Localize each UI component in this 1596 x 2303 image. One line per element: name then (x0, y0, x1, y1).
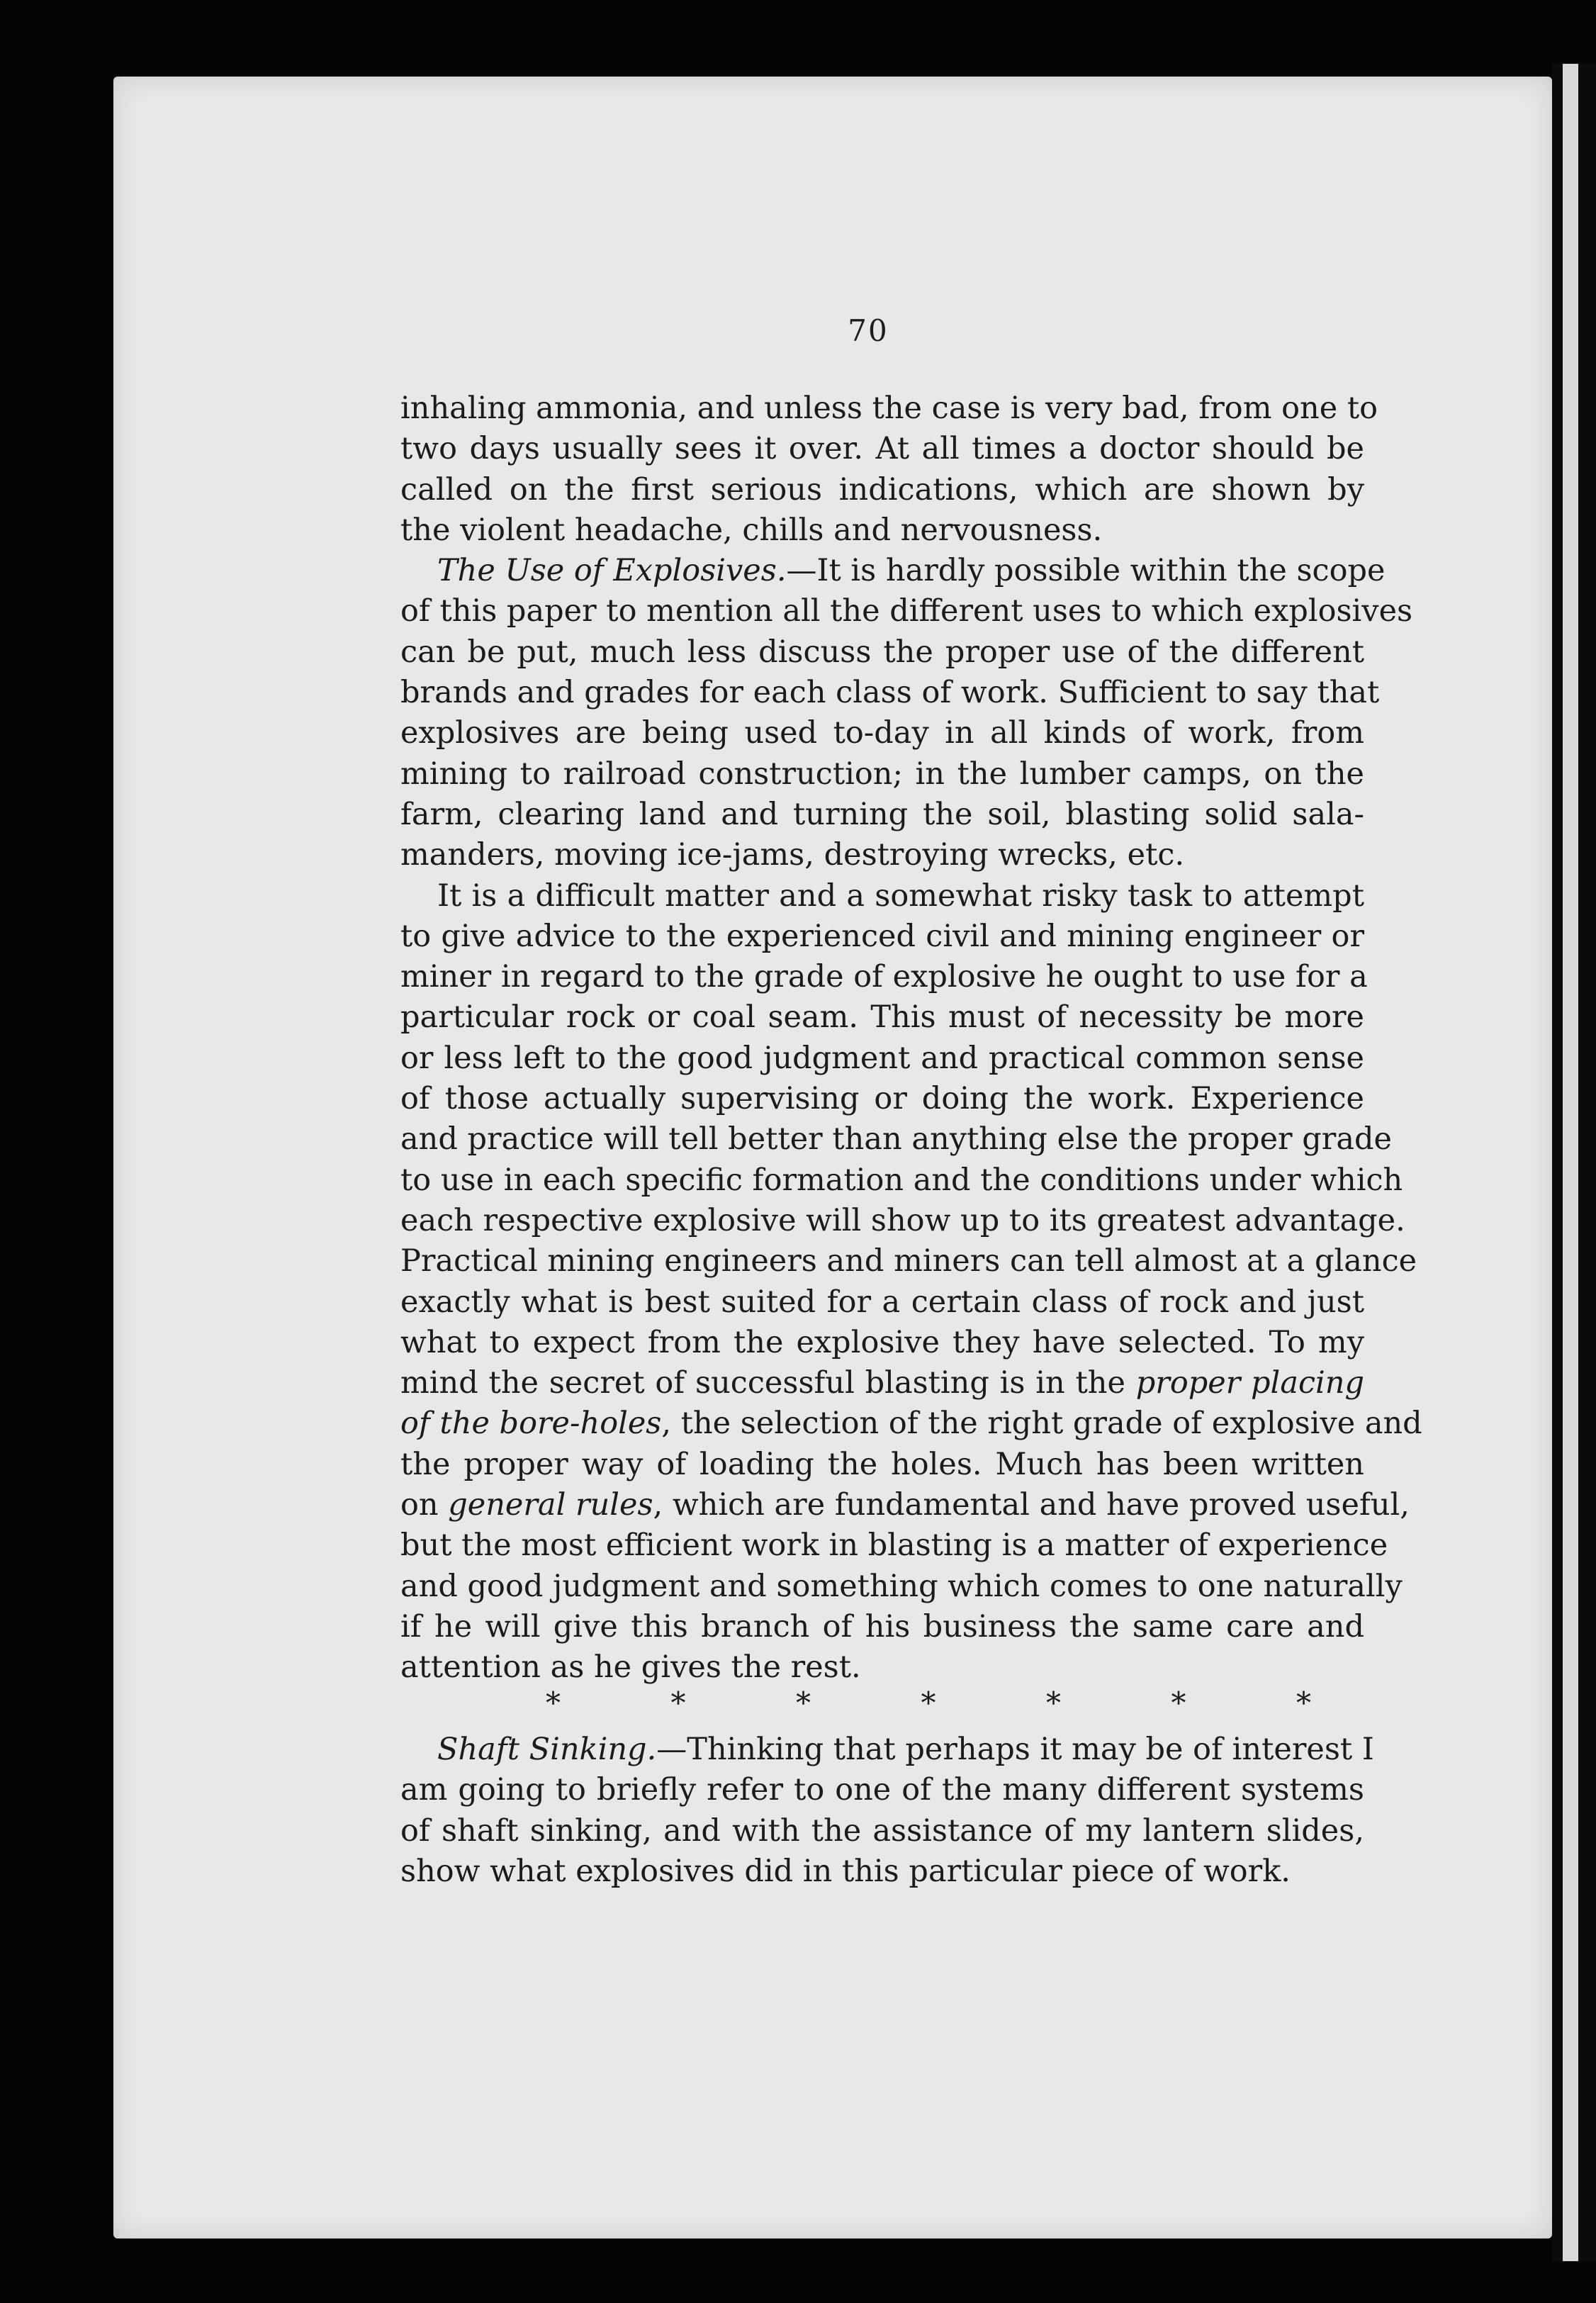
text-segment: on (400, 1487, 449, 1523)
text-line: two days usually sees it over. At all times a doctor should be (400, 431, 1364, 467)
section-heading-line (400, 1730, 1374, 1770)
separator-asterisk: * (796, 1686, 811, 1720)
section-heading-line (400, 551, 1386, 591)
separator-asterisk: * (921, 1686, 936, 1720)
text-line (400, 1485, 1410, 1525)
text-line (400, 1363, 1364, 1403)
text-line: am going to briefly refer to one of the many different systems (400, 1772, 1364, 1808)
text-line: attention as he gives the rest. (400, 1649, 861, 1686)
text-line: brands and grades for each class of work. Sufficient to say that (400, 675, 1380, 711)
shaft-sinking-text (400, 1730, 1374, 1892)
text-line: to give advice to the experienced civil and mining engineer or (400, 918, 1364, 954)
text-segment: , which are fundamental and have proved useful, (653, 1487, 1410, 1523)
text-line: to use in each specific formation and the conditions under which (400, 1162, 1403, 1198)
page-number: 70 (848, 313, 889, 348)
text-line: miner in regard to the grade of explosive he ought to use for a (400, 959, 1368, 995)
text-line: each respective explosive will show up to its greatest advantage. (400, 1202, 1405, 1238)
emphasis-text: of the bore-holes (400, 1406, 662, 1442)
text-segment: —Thinking that perhaps it may be of interest I (656, 1732, 1374, 1767)
text-line (400, 1403, 1422, 1444)
text-line: It is a difficult matter and a somewhat risky task to attempt (437, 878, 1364, 914)
text-line: the proper way of loading the holes. Much has been written (400, 1446, 1364, 1482)
text-line: can be put, much less discuss the proper use of the different (400, 634, 1364, 670)
text-line: show what explosives did in this particular piece of work. (400, 1853, 1291, 1889)
separator-asterisk: * (1296, 1686, 1311, 1720)
text-line: what to expect from the explosive they have selected. To my (400, 1324, 1364, 1360)
section-heading-shaft-sinking: Shaft Sinking. (437, 1732, 657, 1767)
text-line: the violent headache, chills and nervousness. (400, 512, 1103, 548)
text-line: and good judgment and something which comes to one naturally (400, 1568, 1403, 1604)
text-line: and practice will tell better than anything else the proper grade (400, 1121, 1392, 1158)
section-separator (546, 1686, 1311, 1720)
text-line: but the most efficient work in blasting is a matter of experience (400, 1528, 1388, 1564)
text-segment: , the selection of the right grade of explosive and (661, 1406, 1422, 1442)
emphasis-text: proper placing (1135, 1365, 1365, 1401)
text-line: if he will give this branch of his business the same care and (400, 1608, 1364, 1644)
text-line: of this paper to mention all the different uses to which explosives (400, 593, 1413, 629)
text-line: farm, clearing land and turning the soil, blasting solid sala- (400, 796, 1364, 832)
text-segment: mind the secret of successful blasting is in the (400, 1365, 1136, 1401)
body-text (400, 388, 1422, 1688)
emphasis-text: general rules (448, 1487, 653, 1523)
text-line: or less left to the good judgment and practical common sense (400, 1040, 1364, 1076)
text-line: called on the first serious indications, which are shown by (400, 471, 1364, 508)
text-line: mining to railroad construction; in the lumber camps, on the (400, 756, 1364, 792)
text-line: inhaling ammonia, and unless the case is very bad, from one to (400, 391, 1378, 426)
section-heading-explosives: The Use of Explosives. (437, 553, 787, 589)
text-line: Practical mining engineers and miners can tell almost at a glance (400, 1243, 1417, 1279)
separator-asterisk: * (546, 1686, 561, 1720)
separator-asterisk: * (1171, 1686, 1186, 1720)
separator-asterisk: * (1046, 1686, 1061, 1720)
separator-asterisk: * (670, 1686, 686, 1720)
text-line: of those actually supervising or doing the work. Experience (400, 1081, 1364, 1117)
text-line: particular rock or coal seam. This must of necessity be more (400, 999, 1364, 1036)
text-line: exactly what is best suited for a certain class of rock and just (400, 1284, 1364, 1320)
text-segment: —It is hardly possible within the scope (786, 553, 1386, 589)
text-line: explosives are being used to-day in all kinds of work, from (400, 715, 1364, 751)
text-line: of shaft sinking, and with the assistance of my lantern slides, (400, 1812, 1364, 1849)
adjacent-page-edge (1563, 64, 1578, 2261)
text-line: manders, moving ice-jams, destroying wrecks, etc. (400, 837, 1185, 873)
